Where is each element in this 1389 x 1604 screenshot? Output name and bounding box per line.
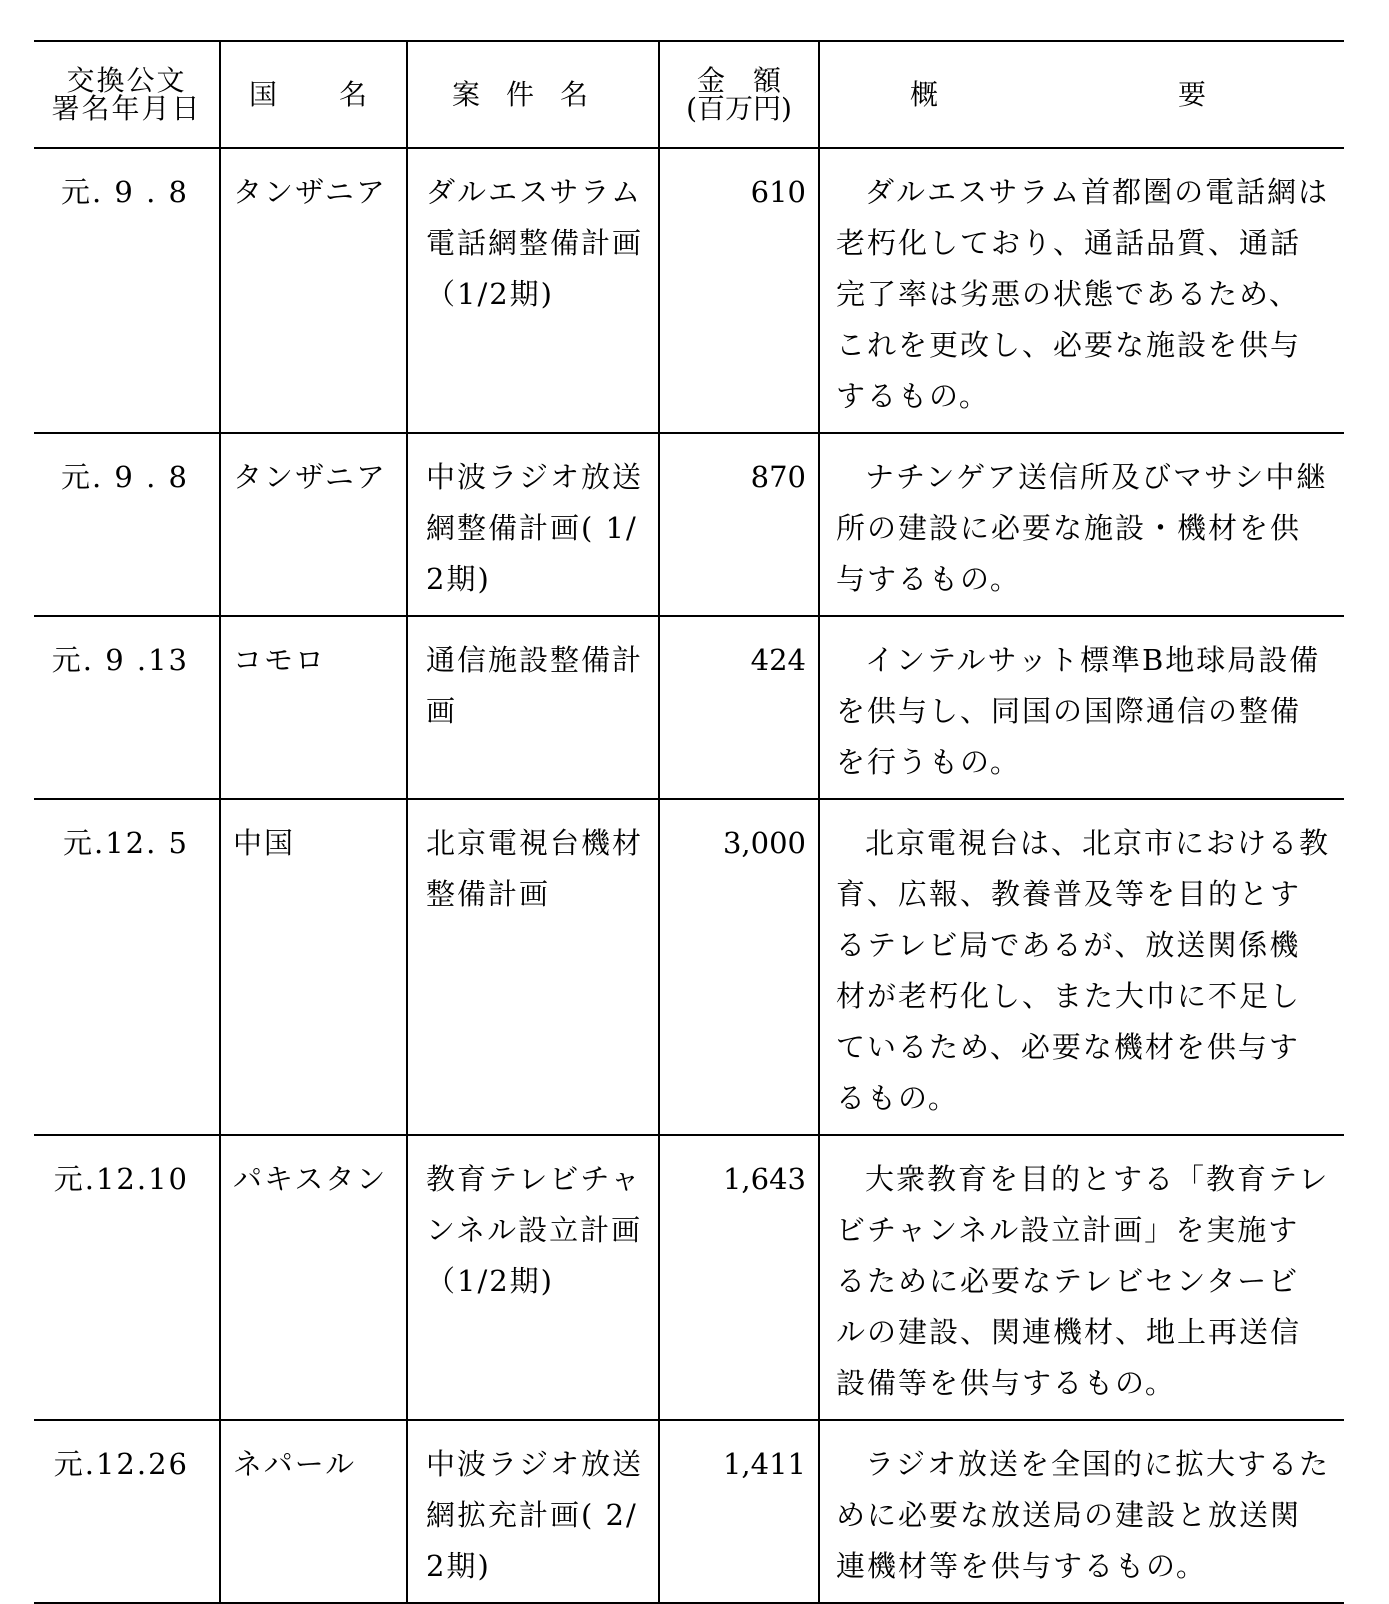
row-summary: ラジオ放送を全国的に拡大するために必要な放送局の建設と放送関連機材等を供与するもの。 bbox=[819, 1420, 1344, 1603]
row-country: 中国 bbox=[220, 799, 407, 1135]
table-row bbox=[34, 799, 1344, 1135]
row-amount: 1,411 bbox=[659, 1420, 819, 1603]
header-summary-a: 概 bbox=[910, 77, 939, 111]
row-project: 中波ラジオ放送網拡充計画( 2/ 2期) bbox=[407, 1420, 659, 1603]
row-amount: 870 bbox=[659, 433, 819, 616]
row-date: 元.12. 5 bbox=[62, 826, 189, 860]
table-row bbox=[34, 433, 1344, 616]
header-project: 案件名 bbox=[407, 41, 659, 148]
row-amount: 610 bbox=[659, 148, 819, 433]
row-amount: 1,643 bbox=[659, 1135, 819, 1420]
header-amount-line1: 金 額 bbox=[696, 63, 781, 97]
row-date: 元. 9 . 8 bbox=[61, 175, 189, 209]
row-summary: 大衆教育を目的とする「教育テレビチャンネル設立計画」を実施するために必要なテレビセンタービルの建設、関連機材、地上再送信設備等を供与するもの。 bbox=[819, 1135, 1344, 1420]
grant-aid-table bbox=[34, 40, 1344, 1604]
header-row bbox=[34, 41, 1344, 148]
row-date: 元.12.26 bbox=[53, 1447, 189, 1481]
row-country: タンザニア bbox=[220, 433, 407, 616]
row-country: パキスタン bbox=[220, 1135, 407, 1420]
header-summary bbox=[819, 41, 1344, 148]
row-project: 教育テレビチャンネル設立計画（1/2期) bbox=[407, 1135, 659, 1420]
row-date: 元. 9 .13 bbox=[51, 643, 189, 677]
header-summary-b: 要 bbox=[1178, 77, 1207, 111]
row-date: 元. 9 . 8 bbox=[61, 460, 189, 494]
row-summary: 北京電視台は、北京市における教育、広報、教養普及等を目的とするテレビ局であるが、放送関係機材が老朽化し、また大巾に不足しているため、必要な機材を供与するもの。 bbox=[819, 799, 1344, 1135]
row-amount: 424 bbox=[659, 616, 819, 799]
row-amount: 3,000 bbox=[659, 799, 819, 1135]
header-country-b: 名 bbox=[339, 77, 368, 111]
header-date-line2: 署名年月日 bbox=[51, 91, 202, 125]
row-summary: ナチンゲア送信所及びマサシ中継所の建設に必要な施設・機材を供与するもの。 bbox=[819, 433, 1344, 616]
row-summary: ダルエスサラム首都圏の電話網は老朽化しており、通話品質、通話完了率は劣悪の状態であるため、これを更改し、必要な施設を供与するもの。 bbox=[819, 148, 1344, 433]
row-date: 元.12.10 bbox=[53, 1162, 189, 1196]
table-row bbox=[34, 148, 1344, 433]
table-row bbox=[34, 616, 1344, 799]
header-signing-date bbox=[34, 41, 220, 148]
header-date-line1: 交換公文 bbox=[66, 63, 187, 97]
row-project: 通信施設整備計画 bbox=[407, 616, 659, 799]
row-project: 中波ラジオ放送網整備計画( 1/ 2期) bbox=[407, 433, 659, 616]
row-project: 北京電視台機材整備計画 bbox=[407, 799, 659, 1135]
header-country bbox=[220, 41, 407, 148]
header-amount bbox=[659, 41, 819, 148]
row-project: ダルエスサラム電話網整備計画（1/2期) bbox=[407, 148, 659, 433]
table-row bbox=[34, 1420, 1344, 1603]
row-summary: インテルサット標準B地球局設備を供与し、同国の国際通信の整備を行うもの。 bbox=[819, 616, 1344, 799]
header-country-a: 国 bbox=[249, 77, 278, 111]
row-country: ネパール bbox=[220, 1420, 407, 1603]
table-row bbox=[34, 1135, 1344, 1420]
row-country: タンザニア bbox=[220, 148, 407, 433]
row-country: コモロ bbox=[220, 616, 407, 799]
header-amount-line2: (百万円) bbox=[686, 91, 792, 125]
